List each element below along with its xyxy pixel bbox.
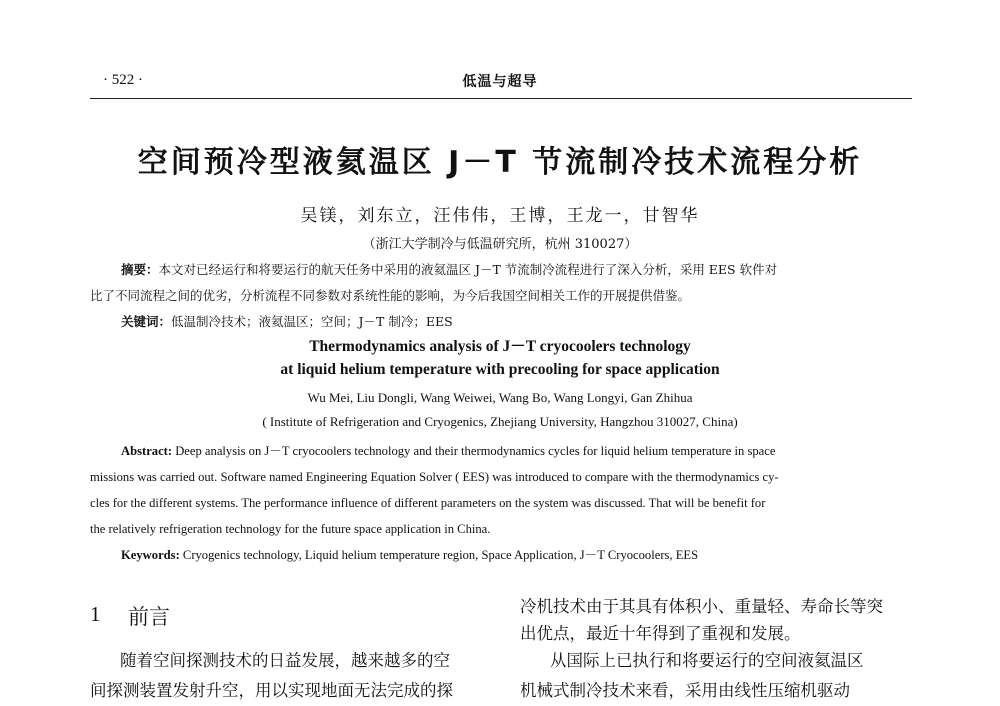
title-en-line-2: at liquid helium temperature with precooling for space application (280, 361, 720, 378)
body-right-line-1: 冷机技术由于其具有体积小、重量轻、寿命长等突 (520, 597, 883, 616)
abstract-en-line-1 (121, 438, 913, 464)
keywords-cn-label: 关键词： (121, 314, 172, 329)
title-cn: 空间预冷型液氦温区 J－T 节流制冷技术流程分析 (137, 145, 863, 180)
keywords-cn-text: 低温制冷技术；液氦温区；空间；J－T 制冷；EES (171, 314, 453, 329)
authors-en: Wu Mei, Liu Dongli, Wang Weiwei, Wang Bo, Wang Longyi, Gan Zhihua (307, 390, 693, 405)
keywords-en-label: Keywords: (121, 548, 180, 562)
affiliation-cn: （浙江大学制冷与低温研究所，杭州 310027） (362, 237, 638, 252)
abstract-cn-line-1 (121, 257, 913, 283)
abstract-en-label: Abstract: (121, 444, 173, 458)
keywords-en-text: Cryogenics technology, Liquid helium temperature region, Space Application, J－T Cryocoolers, EES (179, 548, 699, 562)
affiliation-en: ( Institute of Refrigeration and Cryogenics, Zhejiang University, Hangzhou 310027, China) (262, 414, 738, 429)
body-left-line-1: 随着空间探测技术的日益发展，越来越多的空 (120, 651, 450, 670)
body-right-line-2: 出优点，最近十年得到了重视和发展。 (520, 624, 801, 643)
header-rule (90, 98, 912, 99)
abstract-cn-text-1: 本文对已经运行和将要运行的航天任务中采用的液氦温区 J－T 节流制冷流程进行了深入分析，采用 EES 软件对 (158, 262, 778, 277)
section-number: 1 (90, 602, 101, 626)
abstract-cn-label: 摘要： (121, 262, 159, 277)
keywords-en (121, 542, 913, 568)
abstract-en-line-4: the relatively refrigeration technology for the future space application in China. (90, 522, 491, 536)
journal-name: 低温与超导 (462, 74, 538, 90)
keywords-cn (121, 309, 913, 335)
abstract-cn-line-2: 比了不同流程之间的优劣，分析流程不同参数对系统性能的影响，为今后我国空间相关工作的开展提供借鉴。 (90, 288, 691, 303)
body-right-line-4: 机械式制冷技术来看，采用由线性压缩机驱动 (520, 681, 850, 700)
body-left-line-2: 间探测装置发射升空，用以实现地面无法完成的探 (90, 681, 453, 700)
authors-cn: 吴镁，刘东立，汪伟伟，王博，王龙一，甘智华 (300, 206, 700, 226)
body-right-line-3: 从国际上已执行和将要运行的空间液氦温区 (550, 651, 864, 670)
abstract-en-line-2: missions was carried out. Software named Engineering Equation Solver ( EES) was introduced to compare with the thermodynamics cy- (90, 470, 779, 484)
abstract-en-text-1: Deep analysis on J－T cryocoolers technology and their thermodynamics cycles for liquid helium temperature in space (172, 444, 776, 458)
title-en-line-1: Thermodynamics analysis of J－T cryocoolers technology (309, 338, 691, 355)
abstract-en-line-3: cles for the different systems. The performance influence of different parameters on the system was discussed. That will be benefit for (90, 496, 766, 510)
section-title: 前言 (128, 605, 170, 629)
page-number: · 522 · (103, 72, 143, 88)
